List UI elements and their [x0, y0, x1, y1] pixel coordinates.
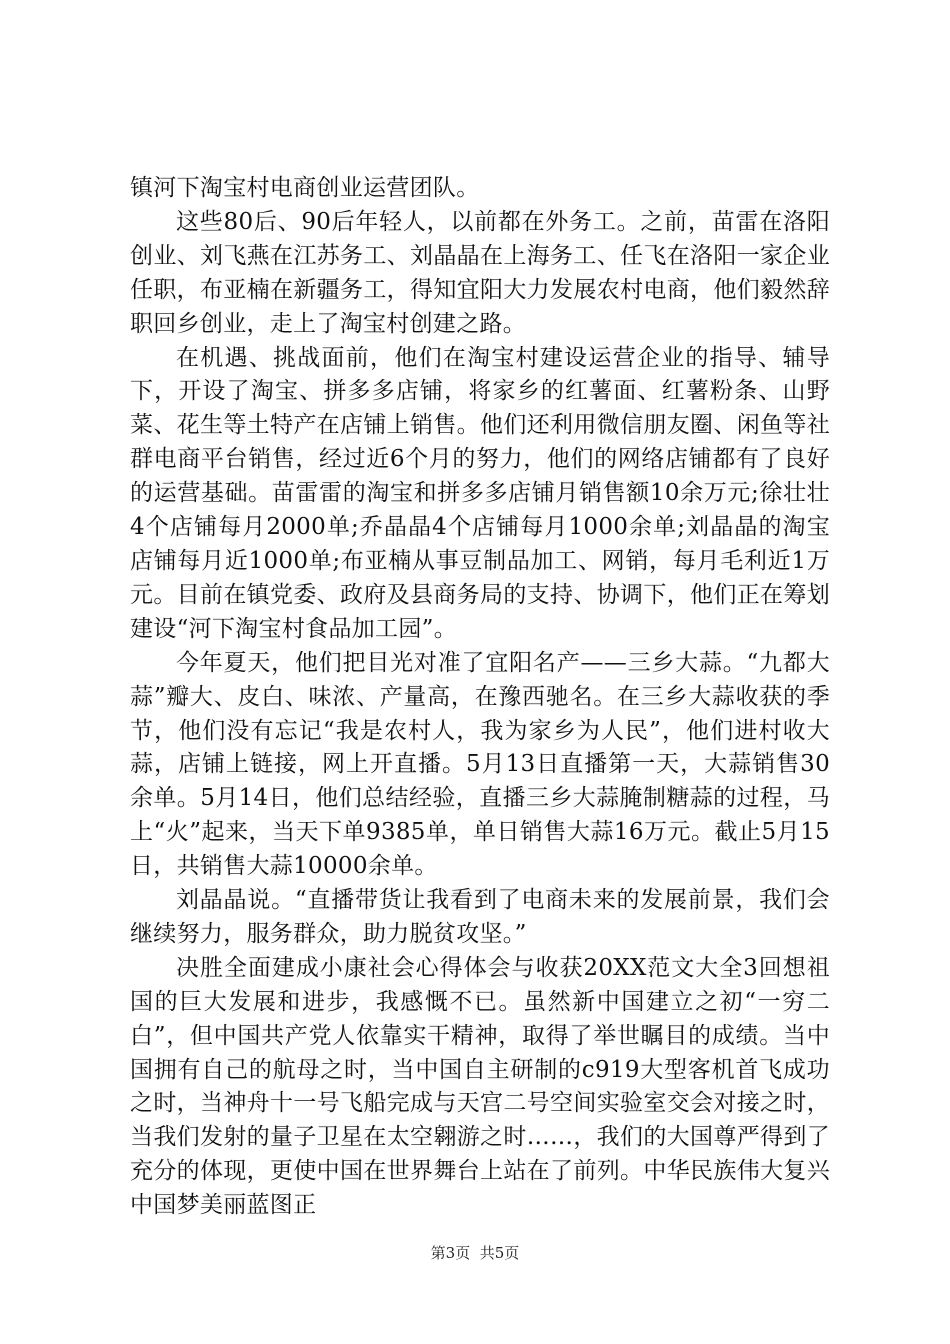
paragraph-reflection: 决胜全面建成小康社会心得体会与收获20XX范文大全3回想祖国的巨大发展和进步，我感慨不已。虽然新中国建立之初“一穷二白”，但中国共产党人依靠实干精神，取得了举世瞩目的成绩。当中国拥有自己的航母之时，当中国自主研制的c919大型客机首飞成功之时，当神舟十一号飞船完成与天宫二号空间实验室交会对接之时，当我们发射的量子卫星在太空翱游之时……，我们的大国尊严得到了充分的体现，更使中国在世界舞台上站在了前列。中华民族伟大复兴中国梦美丽蓝图正	[130, 954, 830, 1219]
footer-spacer	[470, 1244, 480, 1262]
page-footer	[0, 1243, 950, 1263]
paragraph-garlic-livestream: 今年夏天，他们把目光对准了宜阳名产——三乡大蒜。“九都大蒜”瓣大、皮白、味浓、产量高，在豫西驰名。在三乡大蒜收获的季节，他们没有忘记“我是农村人，我为家乡为人民”，他们进村收大蒜，店铺上链接，网上开直播。5月13日直播第一天，大蒜销售30余单。5月14日，他们总结经验，直播三乡大蒜腌制糖蒜的过程，马上“火”起来，当天下单9385单，单日销售大蒜16万元。截止5月15日，共销售大蒜10000余单。	[130, 649, 830, 880]
paragraph-quote: 刘晶晶说。“直播带货让我看到了电商未来的发展前景，我们会继续努力，服务群众，助力脱贫攻坚。”	[130, 887, 830, 947]
paragraph-young-returnees: 这些80后、90后年轻人，以前都在外务工。之前，苗雷在洛阳创业、刘飞燕在江苏务工、刘晶晶在上海务工、任飞在洛阳一家企业任职，布亚楠在新疆务工，得知宜阳大力发展农村电商，他们毅然辞职回乡创业，走上了淘宝村创建之路。	[130, 208, 830, 337]
paragraph-online-stores: 在机遇、挑战面前，他们在淘宝村建设运营企业的指导、辅导下，开设了淘宝、拼多多店铺，将家乡的红薯面、红薯粉条、山野菜、花生等土特产在店铺上销售。他们还利用微信朋友圈、闲鱼等社群电商平台销售，经过近6个月的努力，他们的网络店铺都有了良好的运营基础。苗雷雷的淘宝和拼多多店铺月销售额10余万元;徐壮壮4个店铺每月2000单;乔晶晶4个店铺每月1000余单;刘晶晶的淘宝店铺每月近1000单;布亚楠从事豆制品加工、网销，每月毛利近1万元。目前在镇党委、政府及县商务局的支持、协调下，他们正在筹划建设“河下淘宝村食品加工园”。	[130, 344, 830, 642]
page-total: 共5页	[479, 1244, 520, 1262]
page-number: 第3页	[430, 1244, 471, 1262]
document-body	[130, 172, 830, 1223]
paragraph-continuation: 镇河下淘宝村电商创业运营团队。	[130, 175, 480, 201]
